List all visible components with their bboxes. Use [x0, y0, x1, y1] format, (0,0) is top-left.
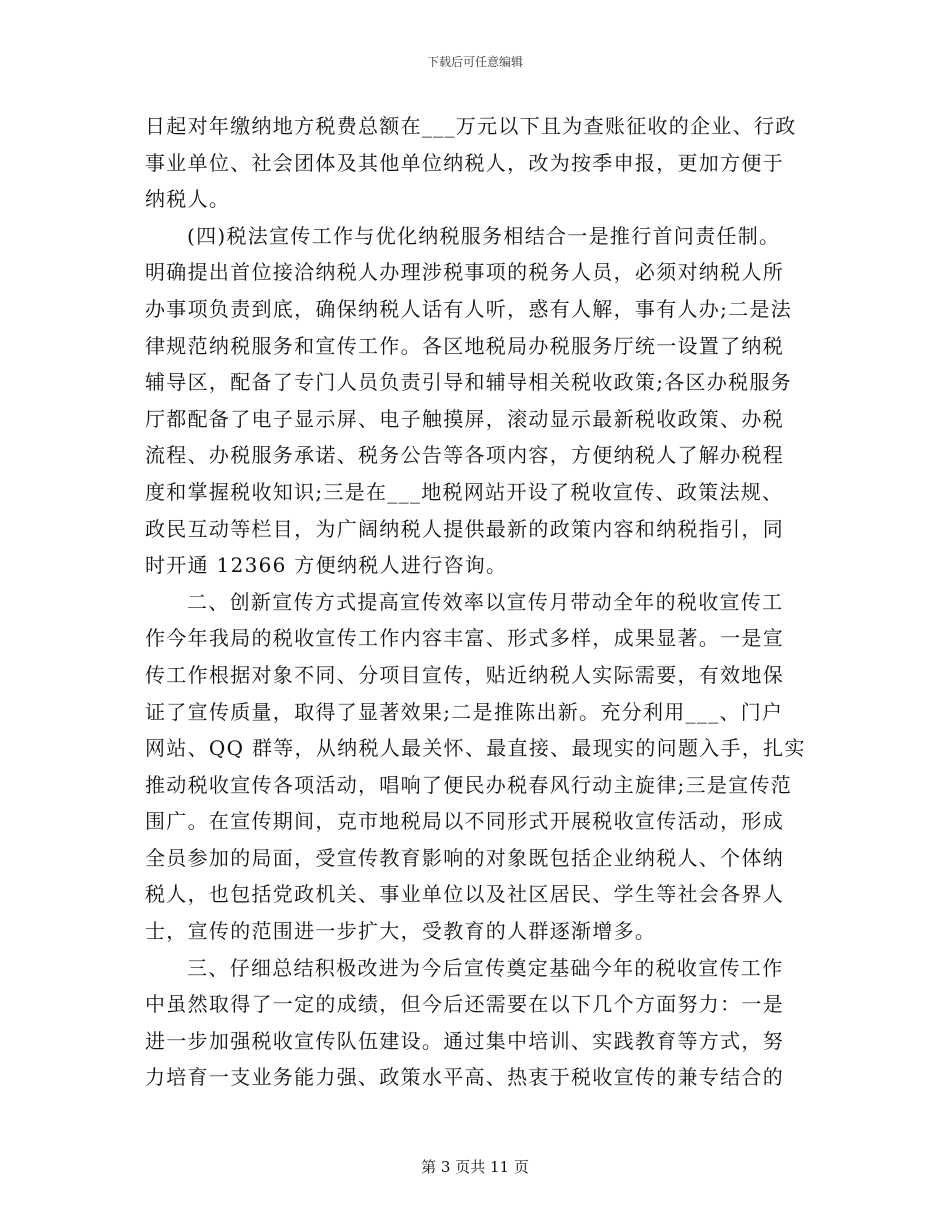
page-header: 下载后可任意编辑 — [426, 55, 523, 69]
text-line: 证了宣传质量，取得了显著效果;二是推陈出新。充分利用___、门户 — [145, 699, 784, 724]
text-line: 网站、QQ 群等，从纳税人最关怀、最直接、最现实的问题入手，扎实 — [145, 736, 806, 761]
text-line: 税人，也包括党政机关、事业单位以及社区居民、学生等社会各界人 — [145, 882, 784, 907]
text-line: 度和掌握税收知识;三是在___地税网站开设了税收宣传、政策法规、 — [145, 479, 784, 504]
text-line: 时开通 12366 方便纳税人进行咨询。 — [145, 553, 508, 578]
text-line: 办事项负责到底，确保纳税人话有人听，惑有人解，事有人办;二是法 — [145, 296, 793, 321]
text-line: 士，宣传的范围进一步扩大，受教育的人群逐渐增多。 — [145, 919, 657, 944]
text-line: 律规范纳税服务和宣传工作。各区地税局办税服务厅统一设置了纳税 — [145, 333, 784, 358]
text-line: 推动税收宣传各项活动，唱响了便民办税春风行动主旋律;三是宣传范 — [145, 772, 793, 797]
text-line: 传工作根据对象不同、分项目宣传，贴近纳税人实际需要，有效地保 — [145, 662, 784, 687]
text-line: 围广。在宣传期间，克市地税局以不同形式开展税收宣传活动，形成 — [145, 809, 784, 834]
text-line: 政民互动等栏目，为广阔纳税人提供最新的政策内容和纳税指引，同 — [145, 516, 784, 541]
page-footer: 第 3 页共 11 页 — [421, 1158, 529, 1176]
text-line: 全员参加的局面，受宣传教育影响的对象既包括企业纳税人、个体纳 — [145, 845, 784, 870]
text-line: 明确提出首位接洽纳税人办理涉税事项的税务人员，必须对纳税人所 — [145, 260, 784, 285]
text-line: 辅导区，配备了专门人员负责引导和辅导相关税收政策;各区办税服务 — [145, 370, 793, 395]
text-line: (四)税法宣传工作与优化纳税服务相结合一是推行首问责任制。 — [187, 223, 781, 248]
text-line: 纳税人。 — [145, 187, 231, 212]
text-line: 力培育一支业务能力强、政策水平高、热衷于税收宣传的兼专结合的 — [145, 1065, 784, 1090]
text-line: 中虽然取得了一定的成绩，但今后还需要在以下几个方面努力：一是 — [145, 992, 784, 1017]
text-line: 三、仔细总结积极改进为今后宣传奠定基础今年的税收宣传工作 — [187, 955, 784, 980]
text-line: 二、创新宣传方式提高宣传效率以宣传月带动全年的税收宣传工 — [187, 589, 784, 614]
text-line: 进一步加强税收宣传队伍建设。通过集中培训、实践教育等方式，努 — [145, 1028, 784, 1053]
text-line: 流程、办税服务承诺、税务公告等各项内容，方便纳税人了解办税程 — [145, 443, 784, 468]
document-body — [145, 108, 811, 1096]
text-line: 事业单位、社会团体及其他单位纳税人，改为按季申报，更加方便于 — [145, 150, 784, 175]
text-line: 日起对年缴纳地方税费总额在___万元以下且为查账征收的企业、行政 — [145, 114, 797, 138]
text-line: 厅都配备了电子显示屏、电子触摸屏，滚动显示最新税收政策、办税 — [145, 406, 784, 431]
text-line: 作今年我局的税收宣传工作内容丰富、形式多样，成果显著。一是宣 — [145, 626, 784, 651]
